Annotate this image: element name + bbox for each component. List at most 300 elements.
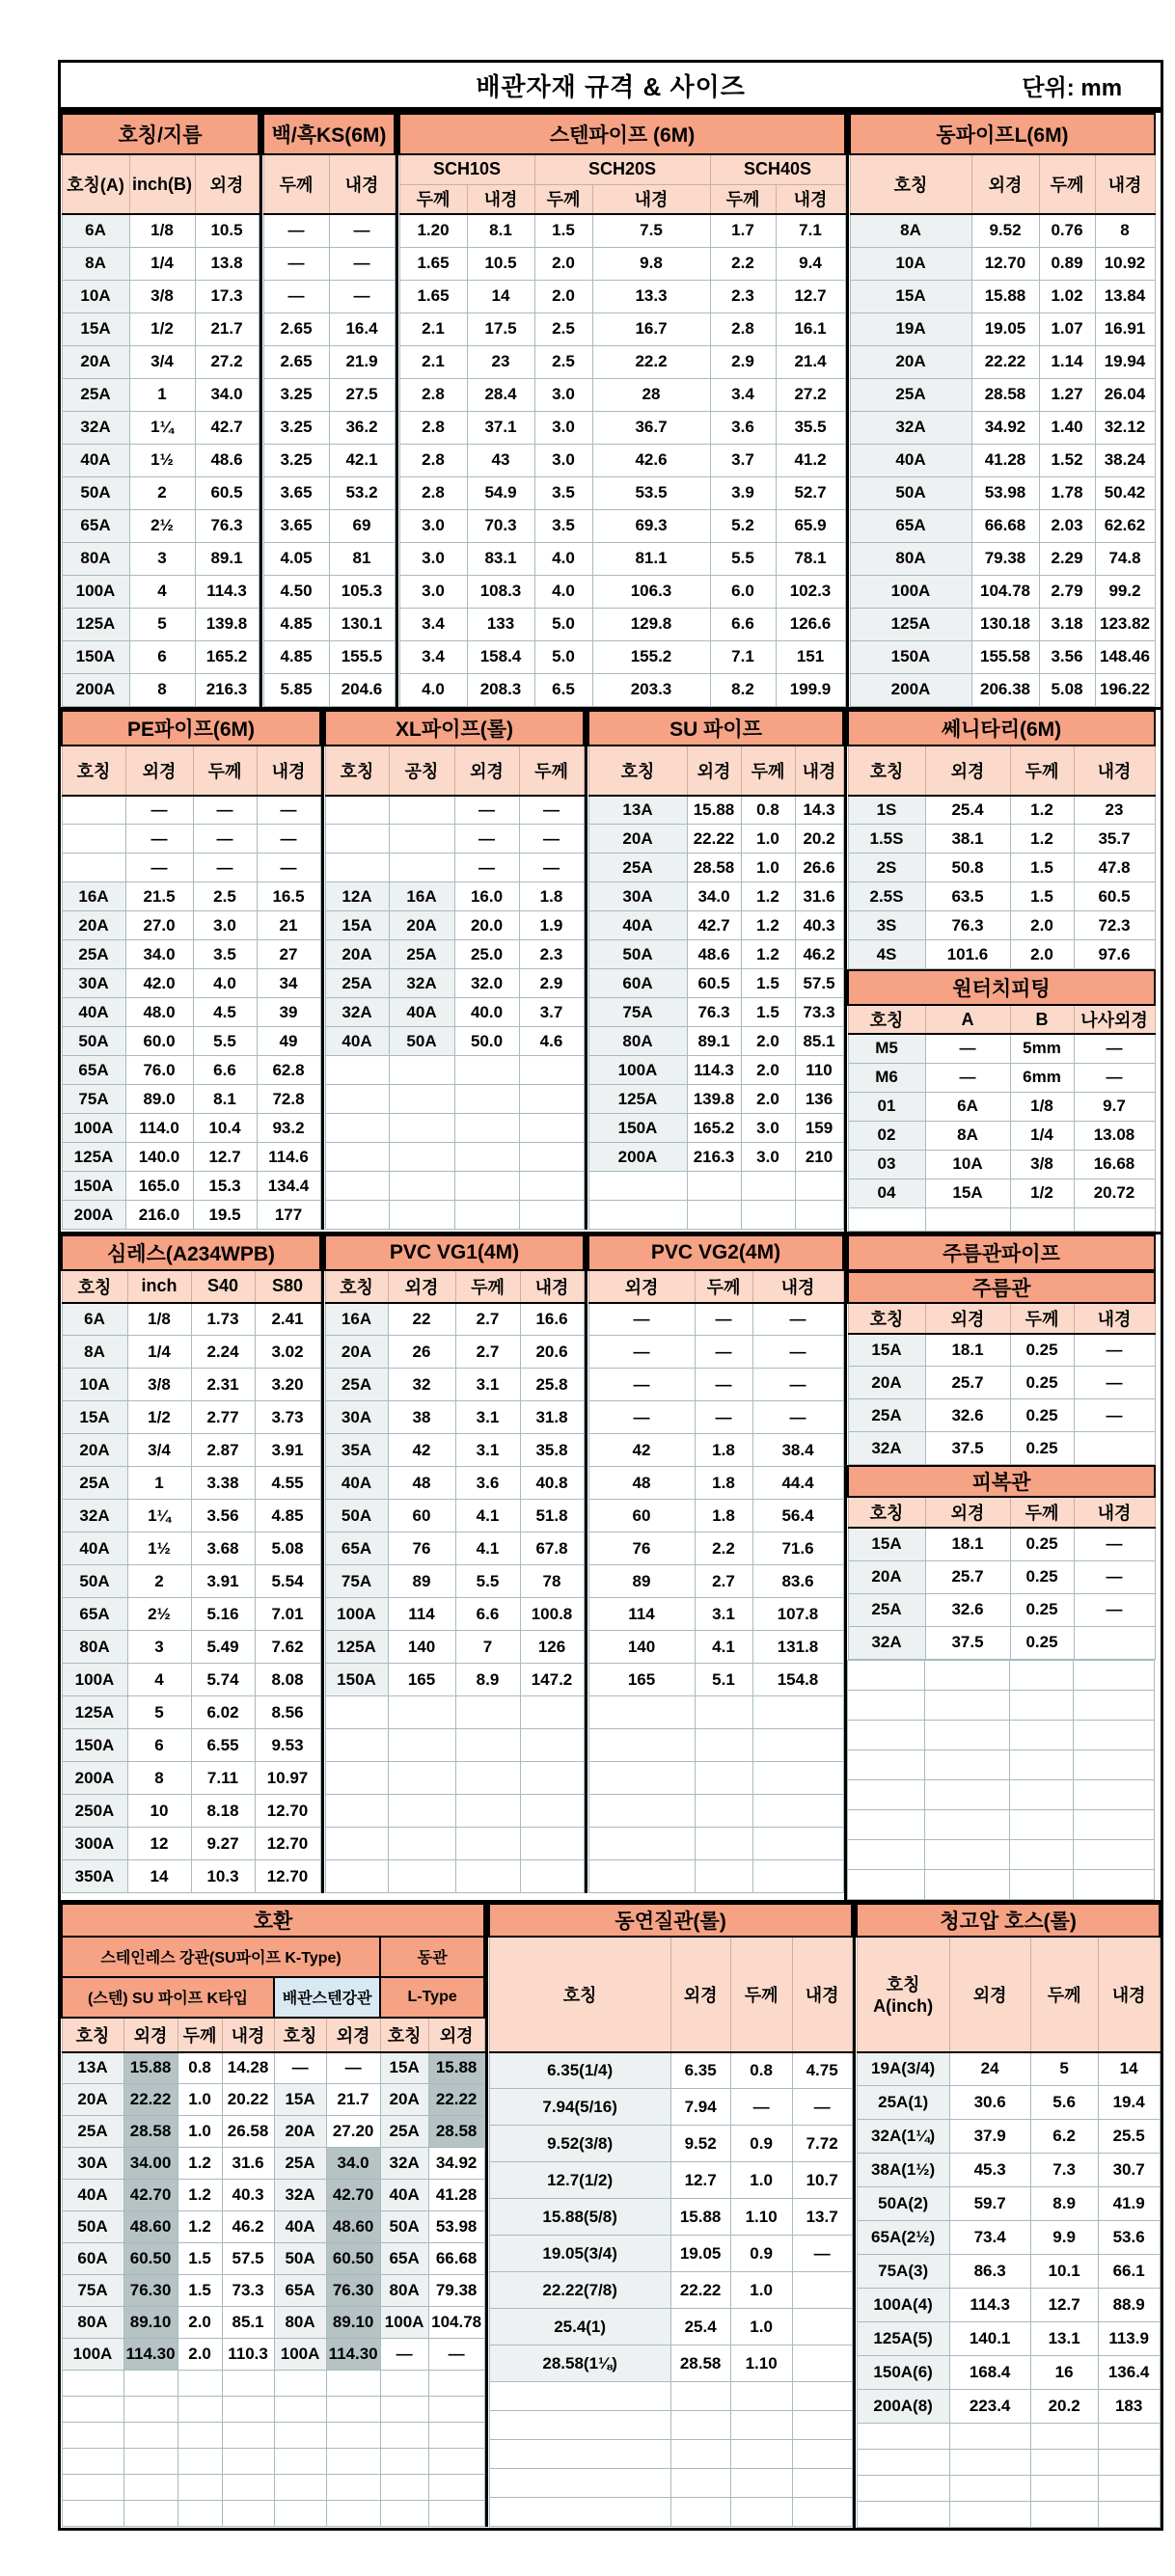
cell: 4.0 — [534, 542, 592, 575]
table-row — [62, 2148, 484, 2180]
header-cell: 호칭 — [325, 1270, 388, 1303]
cell: 3S — [848, 911, 925, 940]
cell: 15.3 — [193, 1172, 257, 1201]
table-row — [62, 2449, 484, 2475]
table-row — [848, 1660, 1155, 1690]
cell: 1 — [129, 378, 195, 411]
cell — [1010, 1749, 1074, 1779]
cell: 13.8 — [195, 247, 259, 280]
table-row — [325, 1056, 584, 1085]
table-row — [263, 378, 395, 411]
cell: 2.5 — [534, 345, 592, 378]
cell: 4.50 — [263, 575, 329, 608]
cell: 1.0 — [178, 2116, 222, 2148]
cell: 50A — [588, 940, 687, 969]
cell: 50A — [389, 1027, 454, 1056]
cell: 50A(2) — [857, 2187, 949, 2221]
table-row — [62, 1664, 320, 1696]
cell: 1 — [127, 1467, 191, 1500]
table-row — [489, 2440, 852, 2469]
cell: 8.1 — [193, 1085, 257, 1114]
cell: 66.1 — [1098, 2255, 1160, 2289]
table-row — [850, 542, 1155, 575]
header-cell: SCH40S — [710, 154, 845, 184]
cell — [455, 1729, 520, 1762]
cell: 114.3 — [687, 1056, 741, 1085]
cell — [389, 854, 454, 882]
cell: 1/2 — [1010, 1179, 1074, 1207]
cell: 30.7 — [1098, 2154, 1160, 2187]
table-row — [489, 2411, 852, 2440]
cell: 26 — [388, 1336, 455, 1369]
cell: 8 — [127, 1762, 191, 1795]
cell: 28 — [592, 378, 710, 411]
cell: 5 — [1030, 2052, 1098, 2086]
table-row — [325, 1696, 584, 1729]
header-cell: 내경 — [1095, 154, 1155, 214]
cell: 107.8 — [752, 1598, 843, 1631]
table-row — [62, 796, 320, 825]
cell — [848, 1809, 925, 1839]
cell: 57.5 — [795, 969, 843, 998]
cell: 6.0 — [710, 575, 776, 608]
cell: — — [454, 796, 519, 825]
cell: 3.38 — [191, 1467, 255, 1500]
cell: 4.85 — [263, 608, 329, 640]
cell — [519, 1085, 584, 1114]
table-row — [848, 1432, 1155, 1465]
cell: 3.0 — [399, 542, 467, 575]
table-row — [848, 1690, 1155, 1720]
header-cell: L-Type — [380, 1977, 484, 2018]
table-row — [399, 608, 845, 640]
table-row — [857, 2424, 1160, 2450]
cell: 32A — [274, 2180, 326, 2211]
cell — [857, 2424, 949, 2450]
cell: 20.0 — [454, 911, 519, 940]
table-row — [263, 575, 395, 608]
block-su-pipe — [585, 710, 844, 1231]
table-row — [848, 1367, 1155, 1399]
cell: 69 — [329, 509, 395, 542]
cell: 1.8 — [695, 1434, 752, 1467]
cell: — — [752, 1401, 843, 1434]
cell: 2.0 — [178, 2307, 222, 2339]
table-row — [325, 1631, 584, 1664]
cell: 31.6 — [795, 882, 843, 911]
table-row — [62, 2052, 484, 2084]
table-row — [399, 640, 845, 673]
cell: 3.02 — [255, 1336, 320, 1369]
table-row — [588, 969, 843, 998]
cell: 42.1 — [329, 444, 395, 476]
cell: 2S — [848, 854, 925, 882]
cell: 1.0 — [730, 2162, 792, 2199]
table-row — [62, 1201, 320, 1230]
cell: 22.2 — [592, 345, 710, 378]
table-row — [325, 1795, 584, 1828]
cell: 76 — [388, 1532, 455, 1565]
header-cell: 외경 — [588, 1270, 695, 1303]
cell — [380, 2449, 428, 2475]
cell: 20A — [850, 345, 971, 378]
table-xl-pipe — [324, 710, 585, 1231]
cell: 12.70 — [971, 247, 1039, 280]
header-cell: 내경 — [795, 746, 843, 796]
cell: 56.4 — [752, 1500, 843, 1532]
cell: 53.6 — [1098, 2221, 1160, 2255]
cell: 1.40 — [1039, 411, 1095, 444]
table-row — [399, 444, 845, 476]
cell: 2.2 — [710, 247, 776, 280]
cell: 75A — [588, 998, 687, 1027]
cell — [1010, 1720, 1074, 1749]
cell: 26.6 — [795, 854, 843, 882]
cell — [274, 2475, 326, 2501]
cell: — — [380, 2339, 428, 2371]
cell: 2.3 — [710, 280, 776, 312]
cell: 27.2 — [195, 345, 259, 378]
table-row — [848, 882, 1155, 911]
cell: 1.10 — [730, 2346, 792, 2382]
cell: 28.4 — [467, 378, 534, 411]
table-row — [850, 214, 1155, 247]
cell: 9.9 — [1030, 2221, 1098, 2255]
cell: 76.3 — [925, 911, 1010, 940]
cell: 4.0 — [399, 673, 467, 706]
cell: 25.7 — [925, 1367, 1010, 1399]
table-row — [848, 1034, 1155, 1063]
header-cell: 주름관 — [848, 1272, 1155, 1303]
cell: 65A — [62, 1598, 127, 1631]
cell: 136 — [795, 1085, 843, 1114]
cell: 0.8 — [178, 2052, 222, 2084]
cell: 5.0 — [534, 640, 592, 673]
cell: — — [519, 796, 584, 825]
table-su-pipe — [588, 710, 844, 1231]
cell: 40.0 — [454, 998, 519, 1027]
cell: 100A — [62, 1664, 127, 1696]
table-row — [325, 969, 584, 998]
cell: 5.5 — [193, 1027, 257, 1056]
cell: 5mm — [1010, 1034, 1074, 1063]
cell: 208.3 — [467, 673, 534, 706]
table-row — [588, 1085, 843, 1114]
cell — [848, 1720, 925, 1749]
cell: 108.3 — [467, 575, 534, 608]
header-cell: 스테인레스 강관(SU파이프 K-Type) — [62, 1937, 380, 1977]
cell: 20A — [848, 1367, 925, 1399]
cell — [925, 1839, 1010, 1869]
table-row — [489, 2469, 852, 2498]
cell — [62, 825, 125, 854]
cell — [695, 1860, 752, 1893]
cell — [792, 2411, 852, 2440]
cell: 5.08 — [1039, 673, 1095, 706]
cell: 25A — [274, 2148, 326, 2180]
cell — [752, 1795, 843, 1828]
table-row — [848, 1560, 1155, 1593]
table-row — [588, 1336, 843, 1369]
cell: 2.79 — [1039, 575, 1095, 608]
cell: 16A — [389, 882, 454, 911]
band-pe-xl-su-sanitary — [61, 707, 1161, 1232]
cell: 4.05 — [263, 542, 329, 575]
cell: 32 — [388, 1369, 455, 1401]
cell — [1098, 2424, 1160, 2450]
cell: 27.0 — [125, 911, 193, 940]
cell — [695, 1828, 752, 1860]
header-cell: 외경 — [195, 154, 259, 214]
table-row — [850, 312, 1155, 345]
table-row — [263, 673, 395, 706]
cell: 40A — [62, 2180, 123, 2211]
table-row — [848, 940, 1155, 969]
table-row — [848, 1839, 1155, 1869]
cell — [325, 1056, 389, 1085]
cell — [455, 1762, 520, 1795]
cell — [1098, 2502, 1160, 2528]
cell — [792, 2346, 852, 2382]
table-row — [325, 1664, 584, 1696]
cell: 5.6 — [1030, 2086, 1098, 2120]
cell: — — [1074, 1593, 1155, 1626]
cell: 1.2 — [178, 2180, 222, 2211]
cell: 1.2 — [741, 882, 795, 911]
header-cell: S40 — [191, 1270, 255, 1303]
cell: 28.58 — [670, 2346, 730, 2382]
cell — [380, 2371, 428, 2397]
cell: 79.38 — [428, 2275, 484, 2307]
header-cell: 심레스(A234WPB) — [62, 1235, 320, 1270]
cell — [62, 2475, 123, 2501]
cell: 2.0 — [534, 247, 592, 280]
header-cell: 두께 — [178, 2018, 222, 2052]
cell: 34.0 — [195, 378, 259, 411]
table-row — [263, 280, 395, 312]
table-row — [62, 1143, 320, 1172]
cell — [1010, 1809, 1074, 1839]
table-row — [857, 2322, 1160, 2356]
table-row — [62, 1729, 320, 1762]
header-cell: 동파이프L(6M) — [850, 114, 1155, 154]
cell: 114.6 — [257, 1143, 320, 1172]
cell — [670, 2498, 730, 2527]
header-cell: S80 — [255, 1270, 320, 1303]
cell: 21.5 — [125, 882, 193, 911]
table-row — [850, 280, 1155, 312]
cell — [274, 2371, 326, 2397]
block-cheong-goap-hose — [853, 1903, 1161, 2529]
table-row — [588, 1631, 843, 1664]
cell: 35.5 — [776, 411, 845, 444]
cell: 16.4 — [329, 312, 395, 345]
cell — [389, 1056, 454, 1085]
table-row — [588, 1860, 843, 1893]
cell: 0.25 — [1010, 1399, 1074, 1432]
table-row — [399, 247, 845, 280]
cell — [1010, 1690, 1074, 1720]
table-row — [62, 2371, 484, 2397]
cell: 0.25 — [1010, 1528, 1074, 1560]
table-row — [325, 882, 584, 911]
cell — [222, 2475, 274, 2501]
cell: 25A — [325, 1369, 388, 1401]
cell: 3.56 — [191, 1500, 255, 1532]
cell — [730, 2498, 792, 2527]
header-cell: 두께 — [534, 184, 592, 214]
cell: 4.55 — [255, 1467, 320, 1500]
table-row — [263, 542, 395, 575]
cell: 53.98 — [428, 2211, 484, 2243]
table-row — [325, 1532, 584, 1565]
cell: 2.65 — [263, 345, 329, 378]
cell — [1030, 2502, 1098, 2528]
cell: 8.08 — [255, 1664, 320, 1696]
cell: 2.03 — [1039, 509, 1095, 542]
cell — [949, 2424, 1030, 2450]
cell: 3.0 — [534, 378, 592, 411]
cell: 3.65 — [263, 476, 329, 509]
table-row — [588, 796, 843, 825]
cell: 14 — [1098, 2052, 1160, 2086]
cell — [489, 2382, 670, 2411]
table-dong-yeonjilgwan — [488, 1903, 853, 2528]
cell — [389, 1114, 454, 1143]
cell: 60 — [588, 1500, 695, 1532]
cell: 9.7 — [1074, 1092, 1155, 1121]
cell — [848, 1660, 925, 1690]
cell: — — [752, 1303, 843, 1336]
table-row — [62, 911, 320, 940]
cell: 12.7 — [1030, 2289, 1098, 2322]
cell: 6.55 — [191, 1729, 255, 1762]
table-row — [848, 1809, 1155, 1839]
cell: 76.0 — [125, 1056, 193, 1085]
cell — [792, 2440, 852, 2469]
cell: 28.58 — [428, 2116, 484, 2148]
cell: 40A — [380, 2180, 428, 2211]
cell — [388, 1828, 455, 1860]
cell — [670, 2411, 730, 2440]
cell: 7.62 — [255, 1631, 320, 1664]
header-cell: 외경 — [125, 746, 193, 796]
cell: 42.6 — [592, 444, 710, 476]
cell: 2.77 — [191, 1401, 255, 1434]
cell: 28.58 — [971, 378, 1039, 411]
cell: 15A — [325, 911, 389, 940]
cell: 2 — [129, 476, 195, 509]
table-pvc-vg1 — [324, 1234, 585, 1894]
table-row — [850, 247, 1155, 280]
cell — [1074, 1626, 1155, 1659]
cell: 4 — [129, 575, 195, 608]
cell — [325, 1828, 388, 1860]
cell: 154.8 — [752, 1664, 843, 1696]
cell — [428, 2397, 484, 2423]
table-row — [62, 969, 320, 998]
header-cell: 두께 — [263, 154, 329, 214]
table-row — [62, 1336, 320, 1369]
header-cell: 호칭 — [274, 2018, 326, 2052]
table-row — [850, 640, 1155, 673]
table-row — [62, 1565, 320, 1598]
table-row — [857, 2502, 1160, 2528]
cell: 16A — [325, 1303, 388, 1336]
cell: 22.22 — [687, 825, 741, 854]
cell: 2.8 — [399, 444, 467, 476]
table-row — [62, 312, 259, 345]
table-row — [399, 476, 845, 509]
cell: 114.30 — [326, 2339, 380, 2371]
cell: 20A — [380, 2084, 428, 2116]
cell: — — [454, 825, 519, 854]
cell: 34.0 — [326, 2148, 380, 2180]
table-row — [588, 1114, 843, 1143]
cell: — — [1074, 1063, 1155, 1092]
cell — [588, 1828, 695, 1860]
table-row — [848, 1063, 1155, 1092]
cell: 19A — [850, 312, 971, 345]
cell: 6.6 — [193, 1056, 257, 1085]
cell: 48.0 — [125, 998, 193, 1027]
cell: — — [519, 854, 584, 882]
cell: 8 — [1095, 214, 1155, 247]
table-row — [588, 1696, 843, 1729]
cell: — — [326, 2052, 380, 2084]
table-row — [588, 1303, 843, 1336]
cell — [730, 2382, 792, 2411]
cell: 69.3 — [592, 509, 710, 542]
cell: 0.25 — [1010, 1432, 1074, 1465]
cell: 4 — [127, 1664, 191, 1696]
cell: 65A — [325, 1532, 388, 1565]
cell: 46.2 — [795, 940, 843, 969]
cell — [848, 1779, 925, 1809]
cell: 14.28 — [222, 2052, 274, 2084]
cell — [454, 1085, 519, 1114]
cell: 165.2 — [195, 640, 259, 673]
table-row — [62, 247, 259, 280]
cell: — — [752, 1336, 843, 1369]
table-row — [588, 1027, 843, 1056]
cell: 7.01 — [255, 1598, 320, 1631]
cell: 19A(3/4) — [857, 2052, 949, 2086]
cell — [380, 2501, 428, 2527]
cell: — — [193, 854, 257, 882]
cell: 40.3 — [222, 2180, 274, 2211]
cell: 5.08 — [255, 1532, 320, 1565]
header-cell: 내경 — [792, 1937, 852, 2052]
cell: 42.7 — [687, 911, 741, 940]
table-row — [62, 1598, 320, 1631]
table-row — [325, 1369, 584, 1401]
cell — [752, 1860, 843, 1893]
cell — [520, 1729, 584, 1762]
table-row — [62, 214, 259, 247]
cell: 85.1 — [795, 1027, 843, 1056]
cell: 20.72 — [1074, 1179, 1155, 1207]
cell: 42.0 — [125, 969, 193, 998]
header-cell: 호칭 — [588, 746, 687, 796]
cell: 114.30 — [123, 2339, 178, 2371]
cell: 75A — [62, 1085, 125, 1114]
cell: 42 — [588, 1434, 695, 1467]
cell — [949, 2502, 1030, 2528]
cell — [925, 1749, 1010, 1779]
cell: — — [193, 796, 257, 825]
cell — [428, 2449, 484, 2475]
